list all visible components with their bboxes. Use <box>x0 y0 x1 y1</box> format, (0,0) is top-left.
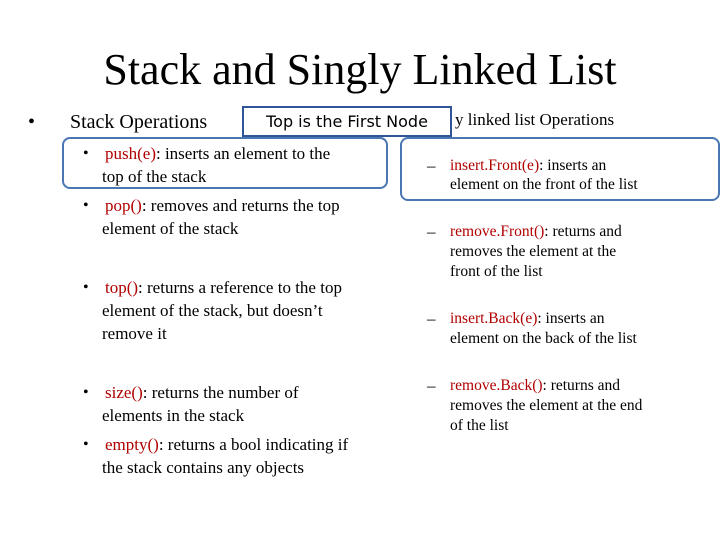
top-desc-line3: remove it <box>102 324 167 343</box>
slide-title: Stack and Singly Linked List <box>103 45 617 94</box>
size-desc-line2: elements in the stack <box>102 406 245 425</box>
slide: Stack and Singly Linked List • Stack Operations y linked list Operations • push(e): inserts an element to the top of the stack • pop(): removes and returns the top element of the stack • top(): returns a reference to the top element of the stack, but doesn’t remove it • size(): returns the number of elements in the stack • empty(): returns a bool indicating if the stack contains any objects – insert.Front(e): inserts an element on the front of the list – remove.Front(): returns and removes the element at the front of the list – insert.Back(e): inserts an element on the back of the list – remove.Back(): returns and removes the element at the end of the list Top is the First Node <box>0 0 720 540</box>
top-desc: : returns a reference to the top <box>138 278 342 297</box>
remove-front-desc: : returns and <box>544 223 622 240</box>
remove-front-desc-line2: removes the element at the <box>450 243 617 260</box>
insert-back-desc: : inserts an <box>537 310 605 327</box>
top-method: top() <box>105 278 139 297</box>
stack-operations-heading: Stack Operations <box>70 111 208 133</box>
empty-desc: : returns a bool indicating if <box>158 435 349 454</box>
top-desc-line2: element of the stack, but doesn’t <box>102 301 323 320</box>
empty-desc-line2: the stack contains any objects <box>102 458 305 477</box>
push-desc-line2: top of the stack <box>102 167 207 186</box>
push-method: push(e) <box>105 144 156 163</box>
remove-front-method: remove.Front() <box>450 223 545 240</box>
pop-method: pop() <box>105 196 142 215</box>
pop-desc-line2: element of the stack <box>102 219 239 238</box>
empty-method: empty() <box>105 435 159 454</box>
pop-desc: : removes and returns the top <box>141 196 340 215</box>
remove-front-desc-line3: front of the list <box>450 263 543 280</box>
remove-back-desc-line3: of the list <box>450 417 509 434</box>
remove-back-desc: : returns and <box>542 377 621 394</box>
size-desc: : returns the number of <box>142 383 299 402</box>
insert-front-desc: : inserts an <box>539 157 607 174</box>
push-desc: : inserts an element to the <box>155 144 331 163</box>
size-method: size() <box>105 383 143 402</box>
insert-back-method: insert.Back(e) <box>450 310 538 327</box>
insert-front-desc-line2: element on the front of the list <box>450 176 638 193</box>
top-is-first-node-callout: Top is the First Node <box>242 106 452 137</box>
remove-back-method: remove.Back() <box>450 377 543 394</box>
remove-back-desc-line2: removes the element at the end <box>450 397 643 414</box>
linked-list-operations-heading: y linked list Operations <box>455 110 615 129</box>
insert-front-method: insert.Front(e) <box>450 157 540 174</box>
insert-back-desc-line2: element on the back of the list <box>450 330 637 347</box>
stack-heading-bullet: • <box>28 111 36 133</box>
